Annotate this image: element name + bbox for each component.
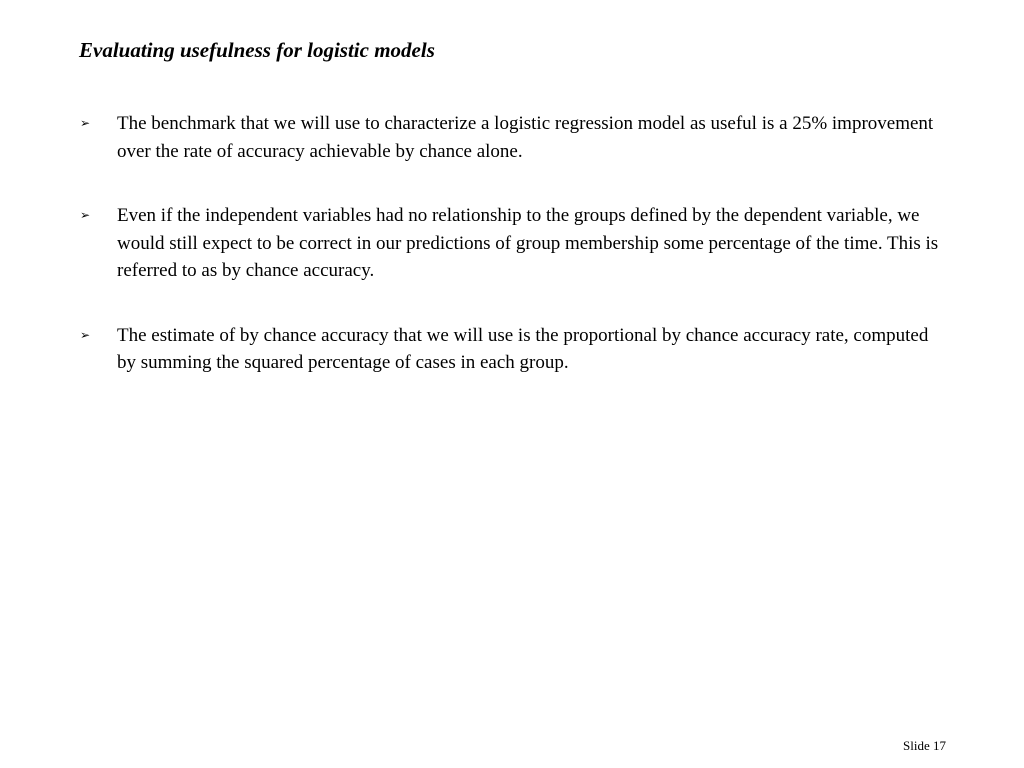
bullet-text: The benchmark that we will use to characterize a logistic regression model as useful is a 25% improvement over the rate of accuracy achievable by chance alone. <box>117 113 934 162</box>
slide-title: Evaluating usefulness for logistic models <box>79 38 435 62</box>
bullet-text: The estimate of by chance accuracy that we will use is the proportional by chance accuracy rate, computed by summing the squared percentage of cases in each group. <box>117 324 929 373</box>
arrowhead-bullet-icon: ➢ <box>80 327 91 342</box>
bullet-item <box>79 322 949 377</box>
bullet-text: Even if the independent variables had no relationship to the groups defined by the dependent variable, we would still expect to be correct in our predictions of group membership some percentage of the time. This is referred to as by chance accuracy. <box>117 205 939 281</box>
bullet-item <box>79 110 949 165</box>
bullet-item <box>79 202 949 285</box>
arrowhead-bullet-icon: ➢ <box>80 208 91 222</box>
bullet-list <box>79 110 949 414</box>
slide-number: Slide 17 <box>903 738 946 753</box>
arrowhead-bullet-icon: ➢ <box>80 116 91 130</box>
